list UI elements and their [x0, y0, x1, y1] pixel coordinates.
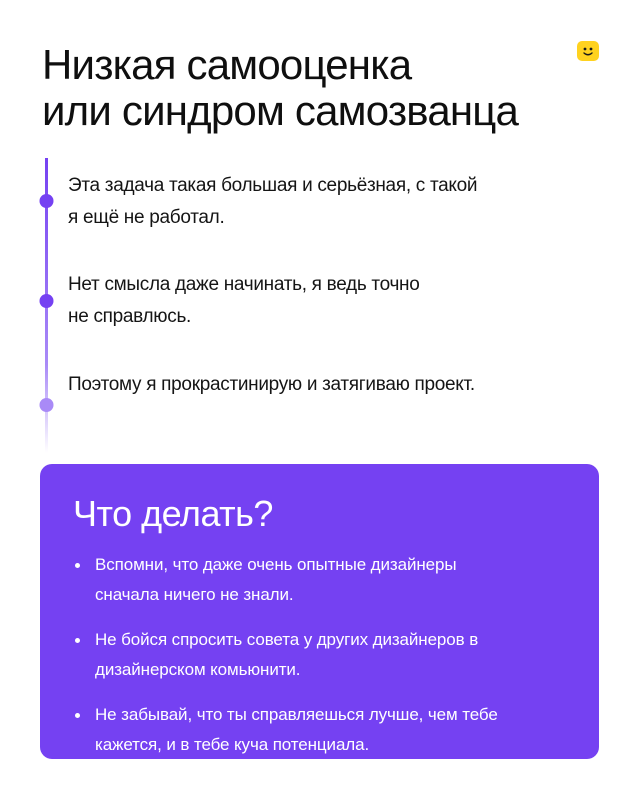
tip-line: Не бойся спросить совета у других дизайнеров в	[95, 630, 479, 649]
thought-item	[68, 170, 477, 234]
tip-line: Не забывай, что ты справляешься лучше, чем тебе	[95, 705, 498, 724]
page-title-line: Низкая самооценка	[42, 41, 412, 88]
tip-line: Вспомни, что даже очень опытные дизайнеры	[95, 555, 457, 574]
page-title	[42, 42, 602, 134]
thought-line: Эта задача такая большая и серьёзная, с такой	[68, 175, 478, 196]
timeline	[37, 158, 57, 458]
card-title: Что делать?	[73, 493, 273, 534]
timeline-dot	[40, 194, 54, 208]
tip-line: дизайнерском комьюнити.	[95, 660, 301, 679]
thought-line: Нет смысла даже начинать, я ведь точно	[68, 274, 420, 295]
thought-item	[68, 269, 420, 333]
thought-line: не справлюсь.	[68, 306, 192, 327]
page-title-line: или синдром самозванца	[42, 87, 519, 134]
tips-list	[73, 550, 573, 775]
thought-line: Поэтому я прокрастинирую и затягиваю проект.	[68, 374, 475, 395]
bullet-icon	[75, 638, 80, 643]
what-to-do-card	[40, 464, 599, 759]
bullet-icon	[75, 563, 80, 568]
tip-item	[73, 625, 573, 685]
timeline-dot	[40, 294, 54, 308]
tip-item	[73, 700, 573, 760]
tip-item	[73, 550, 573, 610]
thought-line: я ещё не работал.	[68, 207, 225, 228]
thought-item	[68, 369, 475, 401]
tip-line: кажется, и в тебе куча потенциала.	[95, 735, 370, 754]
tip-line: сначала ничего не знали.	[95, 585, 294, 604]
bullet-icon	[75, 713, 80, 718]
timeline-dot	[40, 398, 54, 412]
